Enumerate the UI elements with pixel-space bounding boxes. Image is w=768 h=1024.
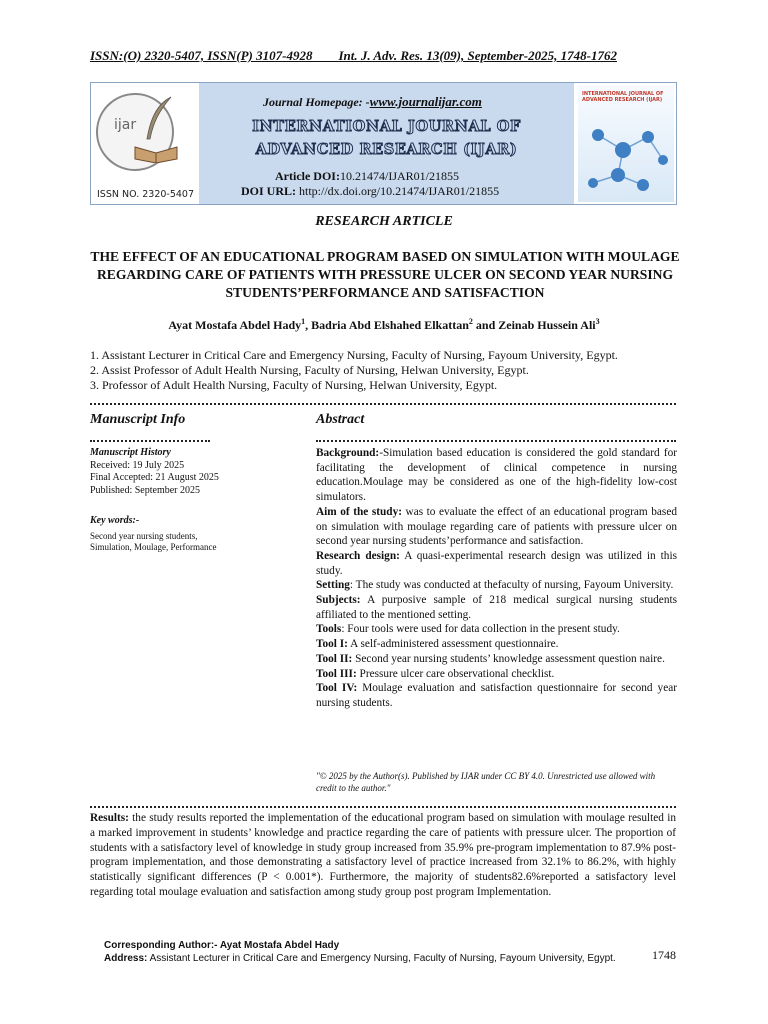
received-date: Received: 19 July 2025 [90,459,185,471]
background-text: -Simulation based education is considered the gold standard for facilitating the development of clinical competence in nursing education.Moulage may be considered as one of the high-fidelity low-cost simulators. [316,447,677,504]
doi-url-label: DOI URL: [241,184,297,198]
homepage-label: Journal Homepage: - [263,95,370,109]
author-affil-mark: 2 [468,317,473,326]
abstract-tool3 [316,667,677,682]
address-text: Assistant Lecturer in Critical Care and Emergency Nursing, Faculty of Nursing, Fayoum University, Egypt. [147,952,616,964]
tool3-text: Pressure ulcer care observational checklist. [356,667,555,680]
journal-name-line1: INTERNATIONAL JOURNAL OF [252,118,521,135]
tools-text: : Four tools were used for data collection in the present study. [341,623,620,636]
author-list [0,317,768,333]
page-number: 1748 [652,948,676,962]
manuscript-history [90,447,219,497]
design-text: A quasi-experimental research design was utilized in this study. [316,549,677,577]
background-label: Background: [316,447,380,459]
author-separator: , [305,318,312,332]
setting-text: : The study was conducted at thefaculty of nursing, Fayoum University. [349,579,674,592]
article-title: THE EFFECT OF AN EDUCATIONAL PROGRAM BASED ON SIMULATION WITH MOULAGE REGARDING CARE OF PATIENTS WITH PRESSURE ULCER ON SECOND YEAR NURSING STUDENTS’PERFORMANCE AND SATISFACTION [90,249,680,300]
abstract-tool4 [316,681,677,710]
journal-homepage [263,94,482,110]
author-name: Ayat Mostafa Abdel Hady [168,318,302,332]
abstract-background [316,446,677,505]
abstract-heading: Abstract [316,412,365,427]
abstract-tool1 [316,637,677,652]
published-date: Published: September 2025 [90,484,200,496]
results-text: the study results reported the implementation of the educational program based on simulation with moulage resulted in a marked improvement in students’ knowledge and practice regarding the care of patients with pressure ulcer. The proportion of students with a satisfactory level of knowledge in study group increased from 35.9% pre-program implementation to 87.9% post-program implementation, and those demonstrating a satisfactory level of practice increased from 32.1% to 86.2%, with highly statistically significant differences (P < 0.001*). Furthermore, the majority of students82.6%reported a satisfactory level regarding total moulage evaluation and satisfaction among study group post program Implementation. [90,812,676,898]
corr-label: Corresponding Author:- [104,940,218,951]
corresponding-author [104,940,616,965]
design-label: Research design: [316,549,400,562]
tools-label: Tools [316,623,342,636]
author-name: Badria Abd Elshahed Elkattan [311,318,469,332]
abstract-setting [316,578,677,593]
affiliation-item: 1. Assistant Lecturer in Critical Care and Emergency Nursing, Faculty of Nursing, Fayoum University, Egypt. [90,348,618,362]
author-affil-mark: 1 [301,317,306,326]
article-type: RESEARCH ARTICLE [315,214,453,229]
dotted-divider [316,440,676,442]
subjects-label: Subjects: [316,594,361,607]
results-label: Results: [90,812,129,824]
tool1-label: Tool I: [316,638,348,651]
homepage-link[interactable]: www.journalijar.com [369,94,482,109]
keywords [90,515,216,554]
affiliation-item: 3. Professor of Adult Health Nursing, Faculty of Nursing, Helwan University, Egypt. [90,378,498,392]
corr-name: Ayat Mostafa Abdel Hady [217,940,340,951]
address-label: Address: [104,952,148,964]
citation-line [90,48,676,64]
journal-cover-image [578,85,674,202]
abstract-subjects [316,593,677,622]
affiliation-item: 2. Assist Professor of Adult Health Nursing, Faculty of Nursing, Helwan University, Egypt. [90,363,529,377]
molecule-graphic [578,115,674,202]
aim-label: Aim of the study: [316,505,402,518]
doi-url-link[interactable]: http://dx.doi.org/10.21474/IJAR01/21855 [299,184,500,198]
abstract-aim [316,505,677,549]
logo-text: ijar [114,117,137,133]
book-icon [133,139,179,163]
keywords-line: Second year nursing students, [90,530,198,541]
tool3-label: Tool III: [316,667,357,680]
abstract-body [316,446,677,711]
affiliations [90,348,618,393]
author-separator: and [472,318,499,332]
dotted-divider [90,403,676,405]
author-name: Zeinab Hussein Ali [498,318,596,332]
subjects-text: A purposive sample of 218 medical surgical nursing students affiliated to the mentioned setting. [316,594,677,621]
tool2-text: Second year nursing students’ knowledge assessment question naire. [352,652,665,665]
journal-logo [93,85,197,202]
doi-value: 10.21474/IJAR01/21855 [339,169,459,183]
author-affil-mark: 3 [595,317,600,326]
abstract-tools [316,622,677,637]
logo-issn: ISSN NO. 2320-5407 [97,189,195,200]
doi-url [241,184,499,199]
doi-label: Article DOI: [275,169,340,183]
journal-banner [90,82,677,205]
abstract-tool2 [316,652,677,667]
setting-label: Setting [316,579,350,592]
tool1-text: A self-administered assessment questionnaire. [347,638,559,651]
aim-text: was to evaluate the effect of an educational program based on simulation with moulage regarding care of patients with pressure ulcer on second year nursing students’performance and satisfaction. [316,505,677,548]
history-heading: Manuscript History [90,447,171,458]
cover-title: INTERNATIONAL JOURNAL OF ADVANCED RESEARCH (IJAR) [582,91,664,103]
quill-icon [141,95,175,145]
license-note: "© 2025 by the Author(s). Published by IJAR under CC BY 4.0. Unrestricted use allowed with credit to the author." [316,771,656,793]
dotted-divider [90,806,676,808]
issn-text: ISSN:(O) 2320-5407, ISSN(P) 3107-4928 [90,48,313,63]
keywords-line: Simulation, Moulage, Performance [90,542,217,552]
keywords-heading: Key words:- [90,515,140,526]
tool4-label: Tool IV: [316,682,358,695]
journal-citation: Int. J. Adv. Res. 13(09), September-2025, 1748-1762 [338,48,617,63]
results-paragraph [90,811,676,900]
manuscript-info-heading: Manuscript Info [90,412,186,427]
abstract-design [316,549,677,578]
accepted-date: Final Accepted: 21 August 2025 [90,472,219,483]
journal-name-line2: ADVANCED RESEARCH (IJAR) [255,141,518,158]
tool2-label: Tool II: [316,652,353,665]
dotted-divider [90,440,210,442]
tool4-text: Moulage evaluation and satisfaction questionnaire for second year nursing students. [316,682,677,709]
